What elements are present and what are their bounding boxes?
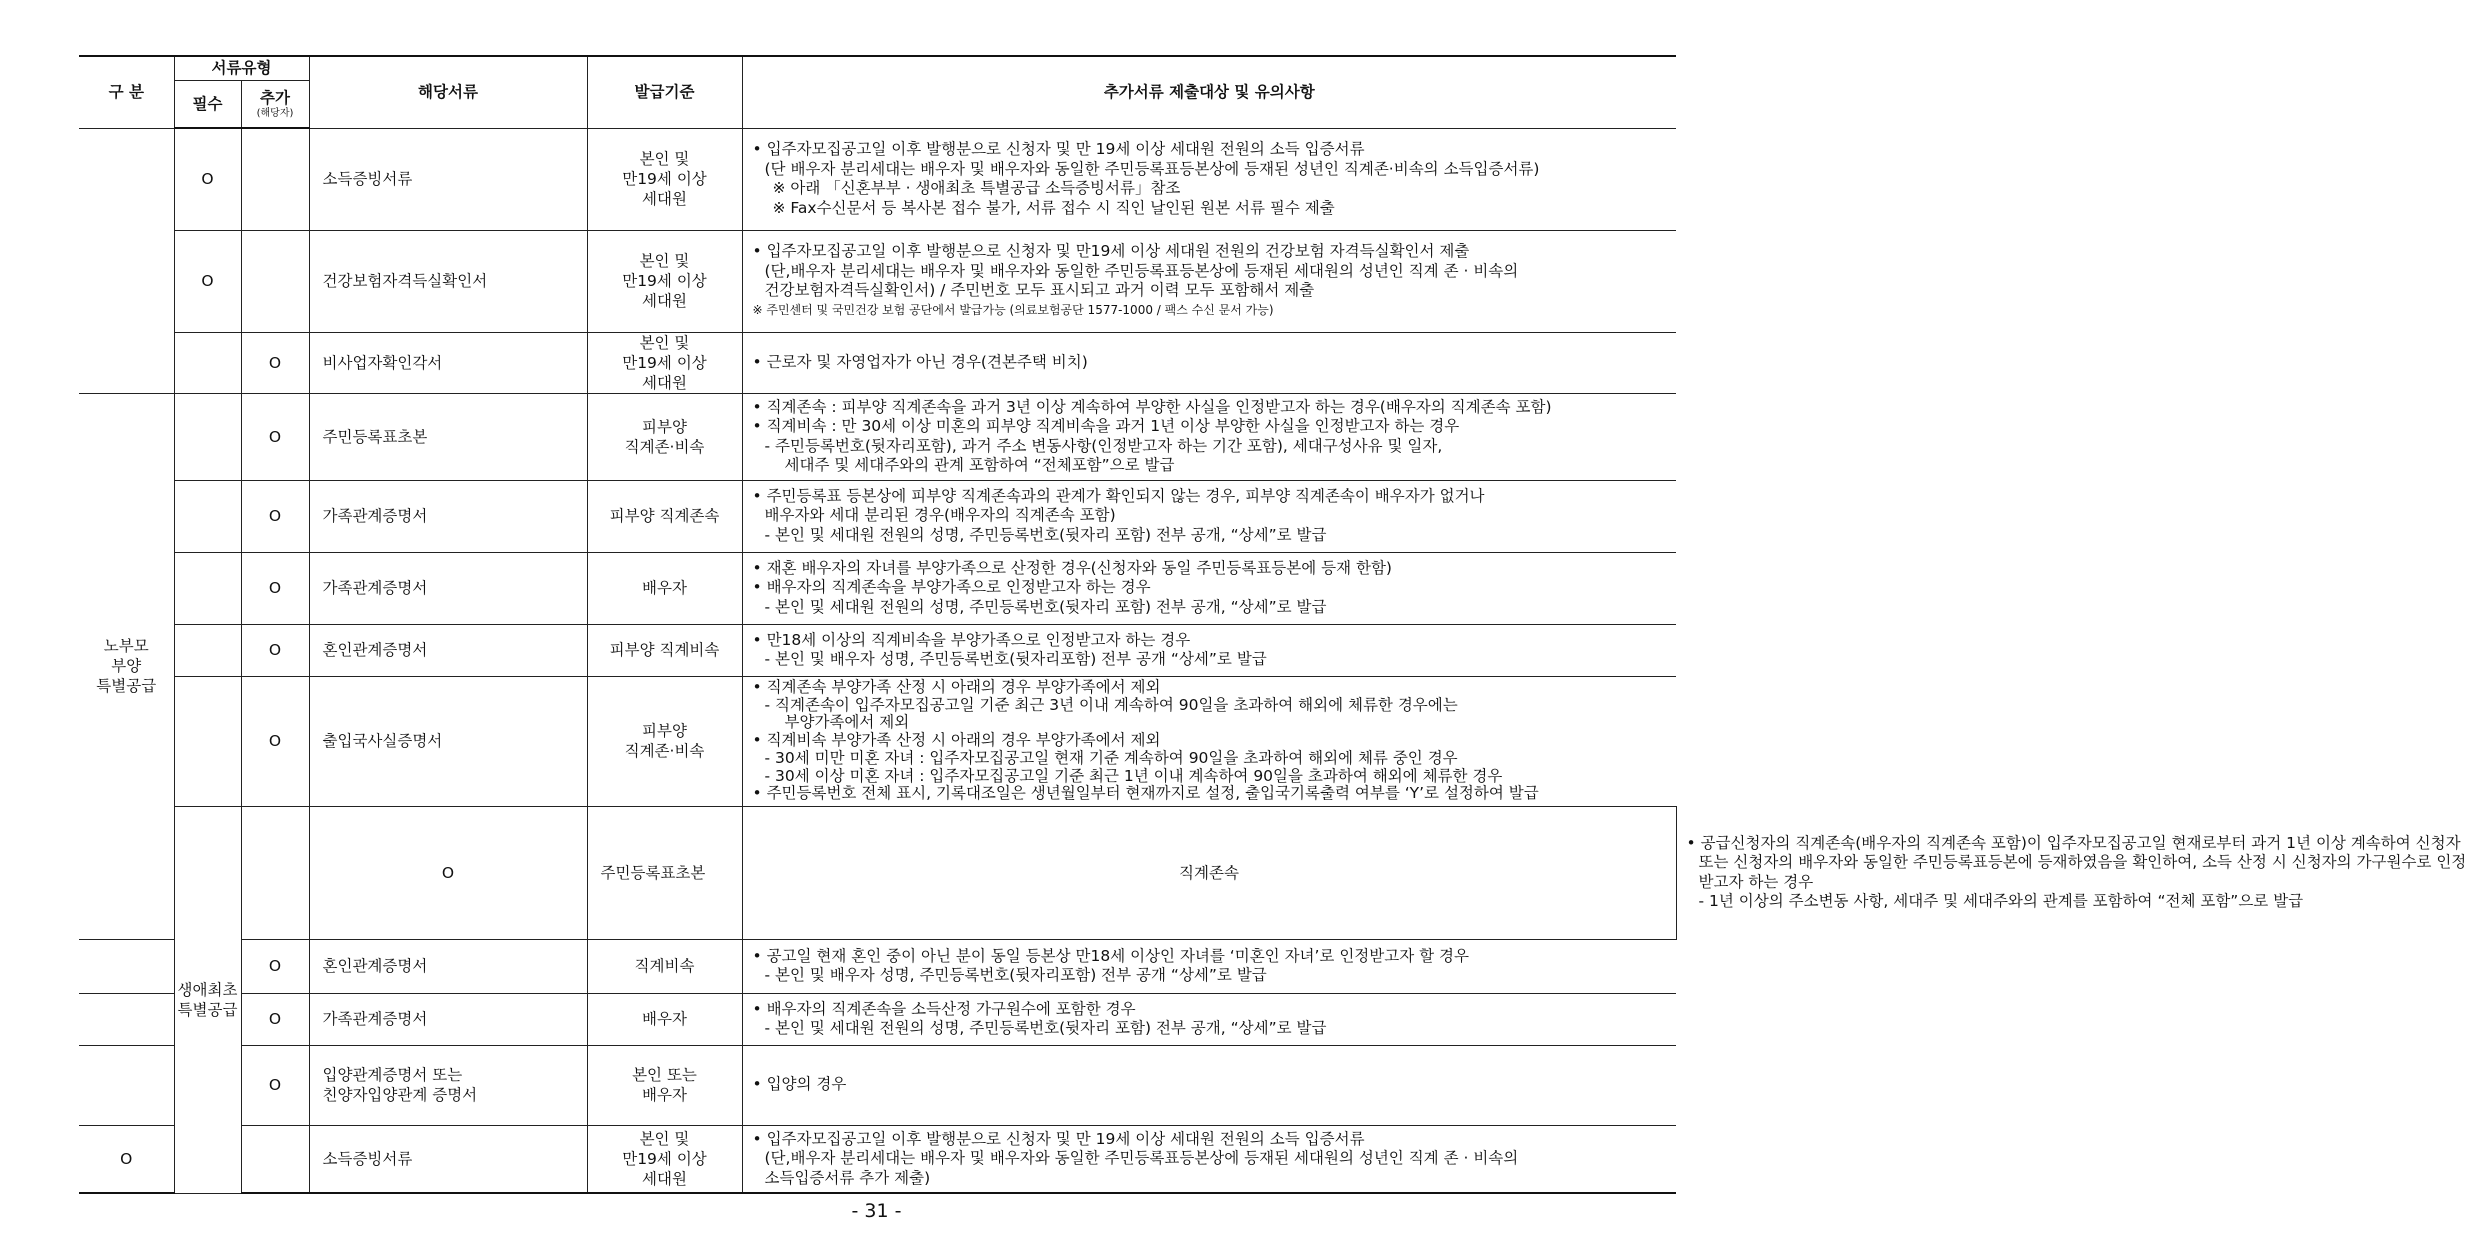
header-category: 구 분: [79, 56, 174, 128]
issue-basis: 피부양 직계존·비속: [587, 393, 742, 480]
notes: • 입주자모집공고일 이후 발행분으로 신청자 및 만 19세 이상 세대원 전원의 소득 입증서류 (단,배우자 분리세대는 배우자 및 배우자와 동일한 주민등록표등본상에 등재된 세대원의 성년인 직계 존 · 비속의 소득입증서류 추가 제출): [742, 1125, 1676, 1193]
notes: • 재혼 배우자의 자녀를 부양가족으로 산정한 경우(신청자와 동일 주민등록표등본에 등재 한함) • 배우자의 직계존속을 부양가족으로 인정받고자 하는 경우 - 본인 및 세대원 전원의 성명, 주민등록번호(뒷자리 포함) 전부 공개, “상세”로 발급: [742, 552, 1676, 624]
category-elderly-support: 노부모 부양 특별공급: [79, 393, 174, 939]
category-cell-blank: [79, 128, 174, 393]
required-mark: [174, 624, 241, 676]
issue-basis: 직계비속: [587, 939, 742, 993]
header-doc-type: 서류유형: [174, 56, 309, 80]
table-row: [79, 128, 1676, 230]
additional-mark: O: [241, 552, 309, 624]
additional-mark: [241, 1125, 309, 1193]
notes: • 주민등록표 등본상에 피부양 직계존속과의 관계가 확인되지 않는 경우, 피부양 직계존속이 배우자가 없거나 배우자와 세대 분리된 경우(배우자의 직계존속 포함) - 본인 및 세대원 전원의 성명, 주민등록번호(뒷자리 포함) 전부 공개, “상세”로 발급: [742, 480, 1676, 552]
required-mark: O: [79, 1125, 174, 1193]
additional-mark: [241, 128, 309, 230]
additional-mark: O: [241, 393, 309, 480]
document-name: 혼인관계증명서: [309, 624, 587, 676]
additional-mark: O: [241, 624, 309, 676]
additional-mark: O: [241, 1045, 309, 1125]
additional-mark: O: [241, 676, 309, 806]
notes: • 입양의 경우: [742, 1045, 1676, 1125]
issue-basis: 본인 및 만19세 이상 세대원: [587, 128, 742, 230]
documents-table: [79, 55, 2466, 1194]
notes: • 공고일 현재 혼인 중이 아닌 분이 동일 등본상 만18세 이상인 자녀를 ‘미혼인 자녀’로 인정받고자 할 경우 - 본인 및 배우자 성명, 주민등록번호(뒷자리포함) 전부 공개 “상세”로 발급: [742, 939, 1676, 993]
notes: • 입주자모집공고일 이후 발행분으로 신청자 및 만19세 이상 세대원 전원의 건강보험 자격득실확인서 제출 (단,배우자 분리세대는 배우자 및 배우자와 동일한 주민등록표등본상에 등재된 세대원의 성년인 직계 존 · 비속의 건강보험자격득실확인서) / 주민번호 모두 표시되고 과거 이력 모두 포함해서 제출 ※ 주민센터 및 국민건강 보험 공단에서 발급가능 (의료보험공단 1577-1000 / 팩스 수신 문서 가능): [742, 230, 1676, 332]
table-row: [79, 332, 1676, 393]
table-row: [79, 624, 1676, 676]
required-mark: O: [174, 128, 241, 230]
issue-basis: 배우자: [587, 552, 742, 624]
document-name: 건강보험자격득실확인서: [309, 230, 587, 332]
table-row: [79, 1045, 1676, 1125]
header-required: 필수: [174, 80, 241, 128]
header-additional-sub: (해당자): [256, 107, 294, 119]
issue-basis: 직계존속: [742, 806, 1676, 939]
document-name: 가족관계증명서: [309, 993, 587, 1045]
document-name: 주민등록표초본: [587, 806, 742, 939]
header-notes: 추가서류 제출대상 및 유의사항: [742, 56, 1676, 128]
table-row: 생애최초 특별공급 O 주민등록표초본 직계존속 • 공급신청자의 직계존속(배우자의 직계존속 포함)이 입주자모집공고일 현재로부터 과거 1년 이상 계속하여 신청자 또는 신청자의 배우자와 동일한 주민등록표등본에 등재하였음을 확인하여, 소득 산정 시 신청자의 가구원수로 인정 받고자 하는 경우 - 1년 이상의 주소변동 사항, 세대주 및 세대주와의 관계를 포함하여 “전체 포함”으로 발급: [79, 806, 1676, 939]
header-additional-label: 추가: [260, 88, 290, 107]
document-name: 가족관계증명서: [309, 480, 587, 552]
issue-basis: 본인 및 만19세 이상 세대원: [587, 1125, 742, 1193]
issue-basis: 본인 및 만19세 이상 세대원: [587, 332, 742, 393]
table-row: [79, 993, 1676, 1045]
header-additional: [241, 80, 309, 128]
table-row: [79, 393, 1676, 480]
category-first-time: 생애최초 특별공급: [174, 806, 241, 1193]
document-name: 혼인관계증명서: [309, 939, 587, 993]
additional-mark: [241, 230, 309, 332]
document-name: 비사업자확인각서: [309, 332, 587, 393]
additional-mark: O: [241, 332, 309, 393]
table-row: [79, 480, 1676, 552]
document-name: 주민등록표초본: [309, 393, 587, 480]
required-mark: [174, 480, 241, 552]
required-mark: [174, 676, 241, 806]
notes: • 입주자모집공고일 이후 발행분으로 신청자 및 만 19세 이상 세대원 전원의 소득 입증서류 (단 배우자 분리세대는 배우자 및 배우자와 동일한 주민등록표등본상에 등재된 성년인 직계존·비속의 소득입증서류) ※ 아래 「신혼부부 · 생애최초 특별공급 소득증빙서류」참조 ※ Fax수신문서 등 복사본 접수 불가, 서류 접수 시 직인 날인된 원본 서류 필수 제출: [742, 128, 1676, 230]
table-row: [79, 552, 1676, 624]
required-mark: [174, 332, 241, 393]
document-name: 출입국사실증명서: [309, 676, 587, 806]
required-mark: [79, 1045, 174, 1125]
document-name: 가족관계증명서: [309, 552, 587, 624]
issue-basis: 피부양 직계존·비속: [587, 676, 742, 806]
required-mark: [174, 393, 241, 480]
additional-mark: O: [241, 480, 309, 552]
issue-basis: 본인 및 만19세 이상 세대원: [587, 230, 742, 332]
notes: • 직계존속 : 피부양 직계존속을 과거 3년 이상 계속하여 부양한 사실을 인정받고자 하는 경우(배우자의 직계존속 포함) • 직계비속 : 만 30세 이상 미혼의 피부양 직계비속을 과거 1년 이상 부양한 사실을 인정받고자 하는 경우 - 주민등록번호(뒷자리포함), 과거 주소 변동사항(인정받고자 하는 기간 포함), 세대구성사유 및 일자, 세대주 및 세대주와의 관계 포함하여 “전체포함”으로 발급: [742, 393, 1676, 480]
document-name: 소득증빙서류: [309, 1125, 587, 1193]
issue-basis: 배우자: [587, 993, 742, 1045]
additional-mark: O: [309, 806, 587, 939]
table-row: [79, 1125, 1676, 1193]
table-row: [79, 676, 1676, 806]
table-row: [79, 939, 1676, 993]
additional-mark: O: [241, 939, 309, 993]
issue-basis: 피부양 직계존속: [587, 480, 742, 552]
additional-mark: O: [241, 993, 309, 1045]
table-row: [79, 230, 1676, 332]
notes: • 만18세 이상의 직계비속을 부양가족으로 인정받고자 하는 경우 - 본인 및 배우자 성명, 주민등록번호(뒷자리포함) 전부 공개 “상세”로 발급: [742, 624, 1676, 676]
document-name: 입양관계증명서 또는 친양자입양관계 증명서: [309, 1045, 587, 1125]
notes: • 배우자의 직계존속을 소득산정 가구원수에 포함한 경우 - 본인 및 세대원 전원의 성명, 주민등록번호(뒷자리 포함) 전부 공개, “상세”로 발급: [742, 993, 1676, 1045]
required-mark: [79, 939, 174, 993]
required-mark: O: [174, 230, 241, 332]
required-mark: [174, 552, 241, 624]
header-basis: 발급기준: [587, 56, 742, 128]
required-mark: [241, 806, 309, 939]
document-name: 소득증빙서류: [309, 128, 587, 230]
notes: • 근로자 및 자영업자가 아닌 경우(견본주택 비치): [742, 332, 1676, 393]
issue-basis: 본인 또는 배우자: [587, 1045, 742, 1125]
required-mark: [79, 993, 174, 1045]
page-number: - 31 -: [851, 1200, 902, 1222]
header-document: 해당서류: [309, 56, 587, 128]
issue-basis: 피부양 직계비속: [587, 624, 742, 676]
notes: • 직계존속 부양가족 산정 시 아래의 경우 부양가족에서 제외 - 직계존속이 입주자모집공고일 기준 최근 3년 이내 계속하여 90일을 초과하여 해외에 체류한 경우에는 부양가족에서 제외 • 직계비속 부양가족 산정 시 아래의 경우 부양가족에서 제외 - 30세 미만 미혼 자녀 : 입주자모집공고일 현재 기준 계속하여 90일을 초과하여 해외에 체류 중인 경우 - 30세 이상 미혼 자녀 : 입주자모집공고일 기준 최근 1년 이내 계속하여 90일을 초과하여 해외에 체류한 경우 • 주민등록번호 전체 표시, 기록대조일은 생년월일부터 현재까지로 설정, 출입국기록출력 여부를 ‘Y’로 설정하여 발급: [742, 676, 1676, 806]
